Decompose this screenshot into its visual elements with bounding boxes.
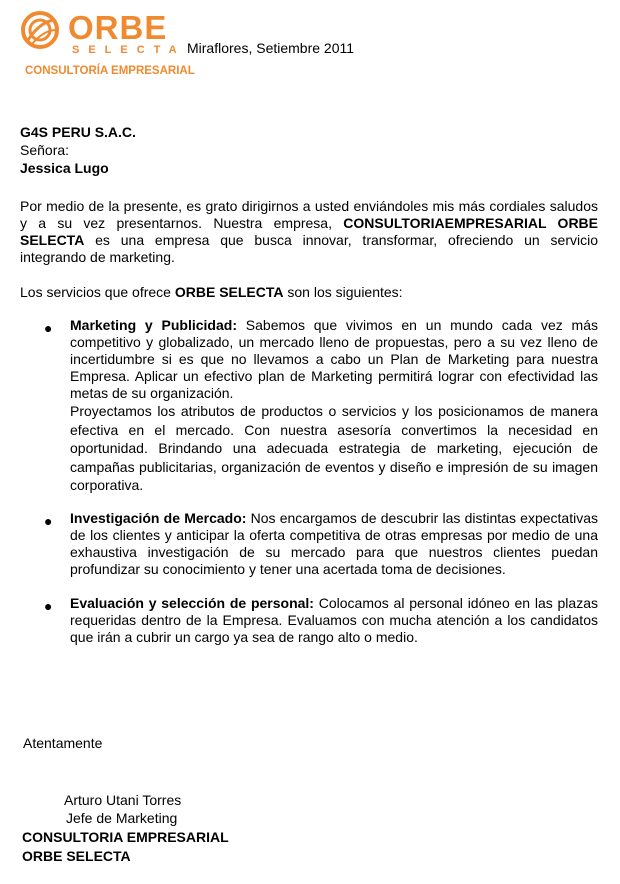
bullet-icon: ● [44,598,53,614]
service-title: Investigación de Mercado: [70,510,247,526]
signature-title: Jefe de Marketing [66,810,178,826]
intro-text-2: es una empresa que busca innovar, transformar, ofreciendo un servicio integrando de marketing. [20,232,598,265]
signature-company-line2: ORBE SELECTA [22,848,131,864]
letter-date: Miraflores, Setiembre 2011 [187,40,355,56]
services-intro-text-1: Los servicios que ofrece [20,284,175,300]
recipient-name: Jessica Lugo [20,160,109,176]
intro-text-1: Por medio de la presente, es grato dirigirnos a usted enviándoles mis más cordiales saludos y a su vez presentarnos. Nuestra empresa, [20,198,598,231]
services-intro-paragraph [20,284,598,301]
recipient-salutation: Señora: [20,142,70,158]
bullet-icon: ● [44,320,53,336]
logo-subbrand: SELECTA [72,44,186,56]
closing-text: Atentamente [23,735,103,751]
service-text: Sabemos que vivimos en un mundo cada vez más competitivo y globalizado, un mercado lleno de propuestas, pero a su vez lleno de incertidumbre si es que no llevamos a cabo un Plan de Marketing para nuestra Empresa. Aplicar un efectivo plan de Marketing permitirá lograr con efectividad las metas de su organización. [70,317,598,401]
signature-company-line1: CONSULTORIA EMPRESARIAL [22,829,229,845]
service-text: Colocamos al personal idóneo en las plazas requeridas dentro de la Empresa. Evaluamos con mucha atención a los candidatos que irán a cubrir un cargo ya sea de rango alto o medio. [70,595,598,645]
service-title: Evaluación y selección de personal: [70,595,314,611]
company-logo [18,8,195,80]
signature-name: Arturo Utani Torres [64,792,182,808]
service-text-2: Proyectamos los atributos de productos o servicios y los posicionamos de manera efectiva en el mercado. Con nuestra asesoría convertimos la necesidad en oportunidad. Brindando una adecuada estrategia de marketing, ejecución de campañas publicitarias, organización de eventos y diseño e impresión de su imagen corporativa. [70,403,598,493]
recipient-block [20,123,136,177]
globe-logo-icon [20,10,60,50]
service-item-investigacion [70,510,598,578]
service-item-evaluacion [70,595,598,646]
services-intro-brand: ORBE SELECTA [174,284,284,300]
recipient-company: G4S PERU S.A.C. [20,124,136,140]
service-item-marketing [70,317,598,495]
logo-tagline: CONSULTORÍA EMPRESARIAL [25,65,195,77]
logo-brand: ORBE [68,9,168,46]
service-title: Marketing y Publicidad: [70,317,237,333]
service-text: Nos encargamos de descubrir las distintas expectativas de los clientes y anticipar la oferta competitiva de otras empresas por medio de una exhaustiva investigación de su mercado para que nuestros clientes puedan profundizar su conocimiento y tener una acertada toma de decisiones. [70,510,598,577]
bullet-icon: ● [44,513,53,529]
intro-company-name: CONSULTORIAEMPRESARIAL ORBE SELECTA [20,215,598,248]
intro-paragraph [20,198,598,266]
services-intro-text-2: son los siguientes: [283,284,403,300]
